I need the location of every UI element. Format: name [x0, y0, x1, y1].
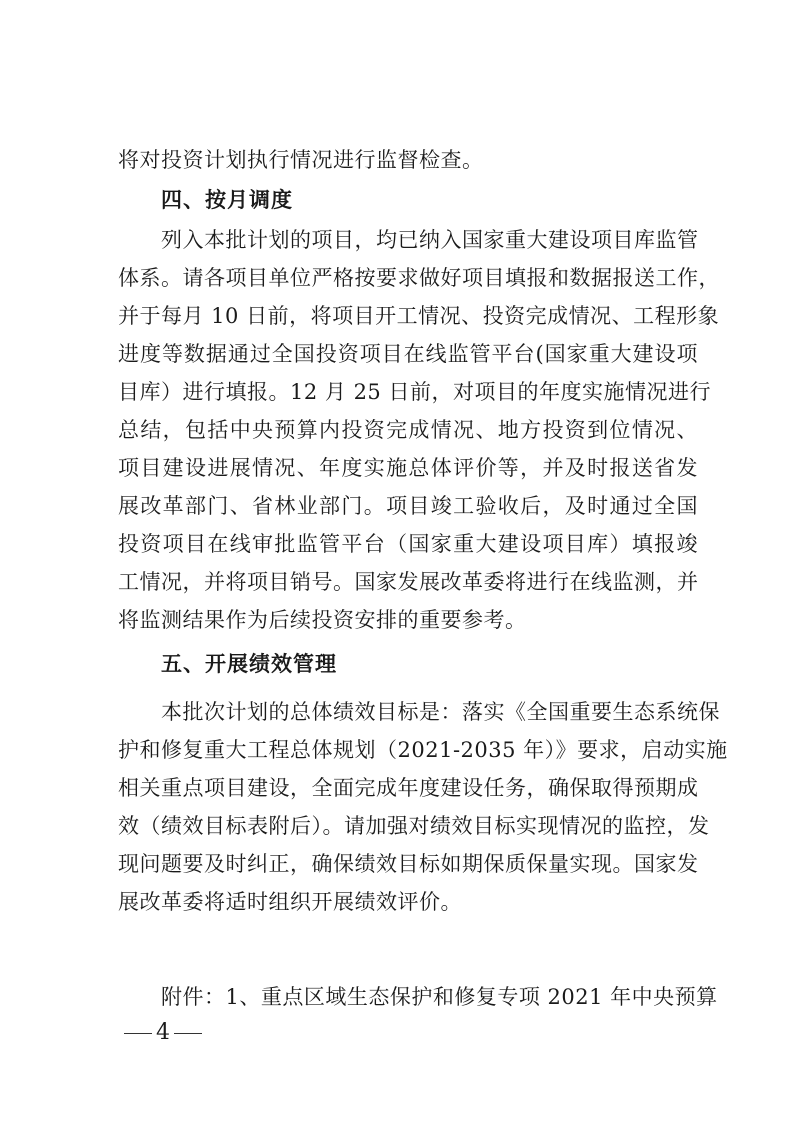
paragraph-line: 将对投资计划执行情况进行监督检查。: [118, 148, 484, 172]
paragraph-line: 相关重点项目建设，全面完成年度建设任务，确保取得预期成: [118, 776, 699, 800]
paragraph-line: 工情况，并将项目销号。国家发展改革委将进行在线监测，并: [118, 570, 699, 594]
attachment-line: 附件：1、重点区域生态保护和修复专项 2021 年中央预算: [161, 985, 718, 1009]
paragraph-line: 现问题要及时纠正，确保绩效目标如期保质保量实现。国家发: [118, 852, 699, 876]
section-heading-5: 五、开展绩效管理: [161, 652, 337, 676]
paragraph-line: 体系。请各项目单位严格按要求做好项目填报和数据报送工作，: [118, 266, 720, 290]
paragraph-line: 进度等数据通过全国投资项目在线监管平台(国家重大建设项: [118, 342, 698, 366]
paragraph-line: 列入本批计划的项目，均已纳入国家重大建设项目库监管: [161, 228, 699, 252]
paragraph-line: 展改革部门、省林业部门。项目竣工验收后，及时通过全国: [118, 494, 698, 518]
paragraph-line: 将监测结果作为后续投资安排的重要参考。: [118, 608, 527, 632]
paragraph-line: 本批次计划的总体绩效目标是：落实《全国重要生态系统保: [161, 700, 720, 724]
paragraph-line: 并于每月 10 日前，将项目开工情况、投资完成情况、工程形象: [118, 304, 720, 328]
paragraph-line: 展改革委将适时组织开展绩效评价。: [118, 890, 462, 914]
section-heading-4: 四、按月调度: [161, 188, 293, 212]
paragraph-line: 效（绩效目标表附后）。请加强对绩效目标实现情况的监控，发: [118, 814, 710, 838]
paragraph-line: 护和修复重大工程总体规划（2021-2035 年）》要求，启动实施: [118, 738, 728, 762]
page-number-value: 4: [156, 1020, 170, 1045]
paragraph-line: 投资项目在线审批监管平台（国家重大建设项目库）填报竣: [118, 532, 698, 556]
paragraph-line: 项目建设进展情况、年度实施总体评价等，并及时报送省发: [118, 456, 698, 480]
paragraph-line: 总结，包括中央预算内投资完成情况、地方投资到位情况、: [118, 418, 698, 442]
page-number-dash-left: [124, 1033, 152, 1034]
page-number: [120, 1018, 206, 1048]
page-number-dash-right: [174, 1033, 202, 1034]
paragraph-line: 目库）进行填报。12 月 25 日前，对项目的年度实施情况进行: [118, 380, 711, 404]
